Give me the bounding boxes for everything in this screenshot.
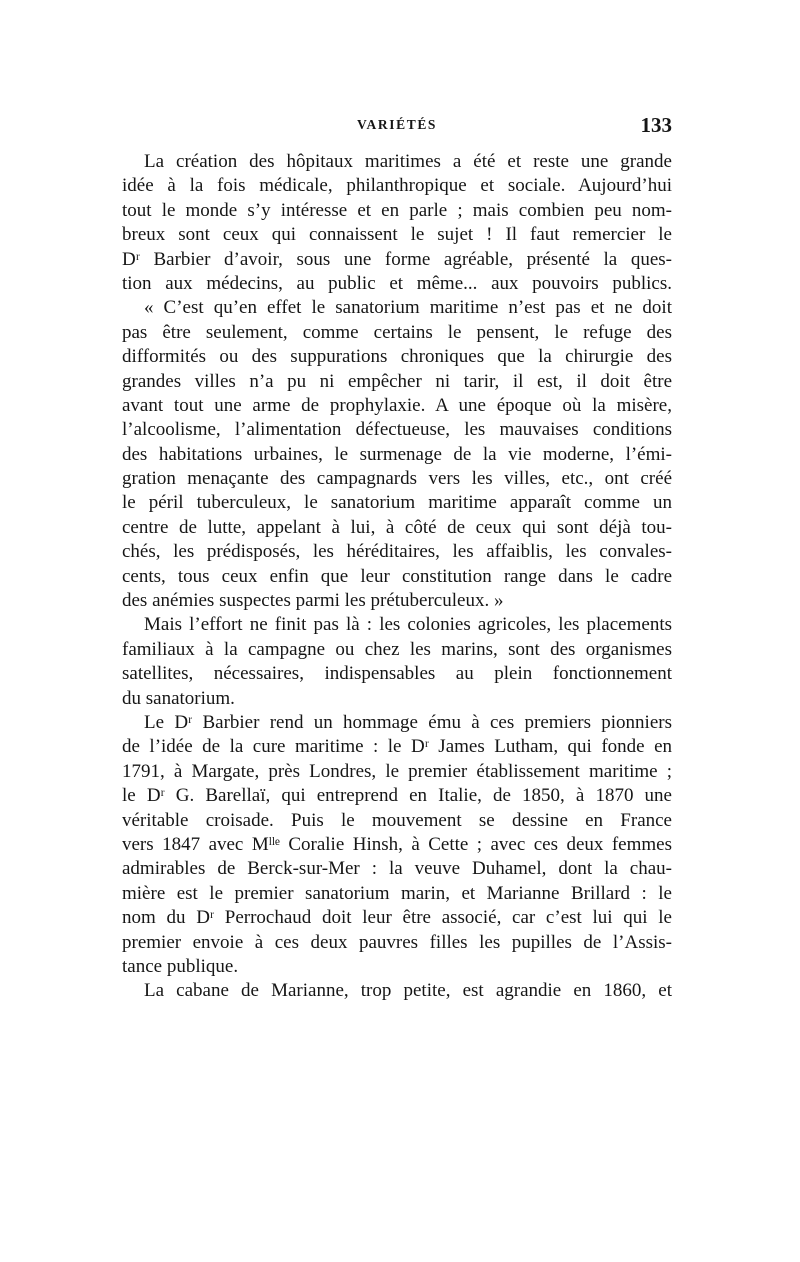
text-line: idée à la fois médicale, philanthropique et sociale. Aujourd’hui xyxy=(122,175,672,197)
text-line: tance publique. xyxy=(122,955,239,977)
text-line: des habitations urbaines, le surmenage de la vie moderne, l’émi- xyxy=(122,443,672,465)
text-line: difformités ou des suppurations chroniques que la chirurgie des xyxy=(122,346,672,368)
text-line: le péril tuberculeux, le sanatorium maritime apparaît comme un xyxy=(122,492,672,514)
text-line: avant tout une arme de prophylaxie. A une époque où la misère, xyxy=(122,394,672,416)
text-line: de l’idée de la cure maritime : le Dʳ James Lutham, qui fonde en xyxy=(122,736,672,758)
body-text xyxy=(122,150,672,1004)
text-line: Le Dʳ Barbier rend un hommage ému à ces premiers pionniers xyxy=(144,711,672,733)
text-line: satellites, nécessaires, indispensables au plein fonctionnement xyxy=(122,663,672,685)
text-line: centre de lutte, appelant à lui, à côté de ceux qui sont déjà tou- xyxy=(122,516,672,538)
text-line: tout le monde s’y intéresse et en parle ; mais combien peu nom- xyxy=(122,199,672,221)
text-line: Mais l’effort ne finit pas là : les colonies agricoles, les placements xyxy=(144,614,672,636)
text-line: La création des hôpitaux maritimes a été et reste une grande xyxy=(144,151,672,172)
text-line: premier envoie à ces deux pauvres filles les pupilles de l’Assis- xyxy=(122,931,672,953)
running-head xyxy=(122,113,672,141)
text-line: chés, les prédisposés, les héréditaires, les affaiblis, les convales- xyxy=(122,541,672,563)
text-line: pas être seulement, comme certains le pensent, le refuge des xyxy=(122,321,672,343)
text-line: du sanatorium. xyxy=(122,687,235,709)
text-line: Dʳ Barbier d’avoir, sous une forme agréable, présenté la ques- xyxy=(122,248,672,270)
running-title: VARIÉTÉS xyxy=(356,117,438,132)
text-line: vers 1847 avec Mˡˡᵉ Coralie Hinsh, à Cette ; avec ces deux femmes xyxy=(122,833,672,855)
text-line: mière est le premier sanatorium marin, et Marianne Brillard : le xyxy=(122,882,672,904)
text-line: cents, tous ceux enfin que leur constitution range dans le cadre xyxy=(122,565,672,587)
text-line: gration menaçante des campagnards vers les villes, etc., ont créé xyxy=(122,468,672,490)
text-line: breux sont ceux qui connaissent le sujet ! Il faut remercier le xyxy=(122,224,672,246)
text-line: admirables de Berck-sur-Mer : la veuve Duhamel, dont la chau- xyxy=(122,858,672,880)
text-line: familiaux à la campagne ou chez les marins, sont des organismes xyxy=(122,638,672,660)
text-line: l’alcoolisme, l’alimentation défectueuse, les mauvaises conditions xyxy=(122,419,672,441)
text-line: La cabane de Marianne, trop petite, est agrandie en 1860, et xyxy=(144,980,672,1002)
page-number: 133 xyxy=(640,113,672,137)
text-line: des anémies suspectes parmi les prétuberculeux. » xyxy=(122,590,504,612)
text-line: 1791, à Margate, près Londres, le premier établissement maritime ; xyxy=(122,760,672,782)
text-line: véritable croisade. Puis le mouvement se dessine en France xyxy=(122,809,672,831)
text-line: grandes villes n’a pu ni empêcher ni tarir, il est, il doit être xyxy=(122,370,672,392)
text-line: « C’est qu’en effet le sanatorium maritime n’est pas et ne doit xyxy=(144,297,672,319)
text-line: nom du Dʳ Perrochaud doit leur être associé, car c’est lui qui le xyxy=(122,907,672,929)
text-line: le Dʳ G. Barellaï, qui entreprend en Italie, de 1850, à 1870 une xyxy=(122,785,672,807)
text-line: tion aux médecins, au public et même... aux pouvoirs publics. xyxy=(122,272,672,294)
